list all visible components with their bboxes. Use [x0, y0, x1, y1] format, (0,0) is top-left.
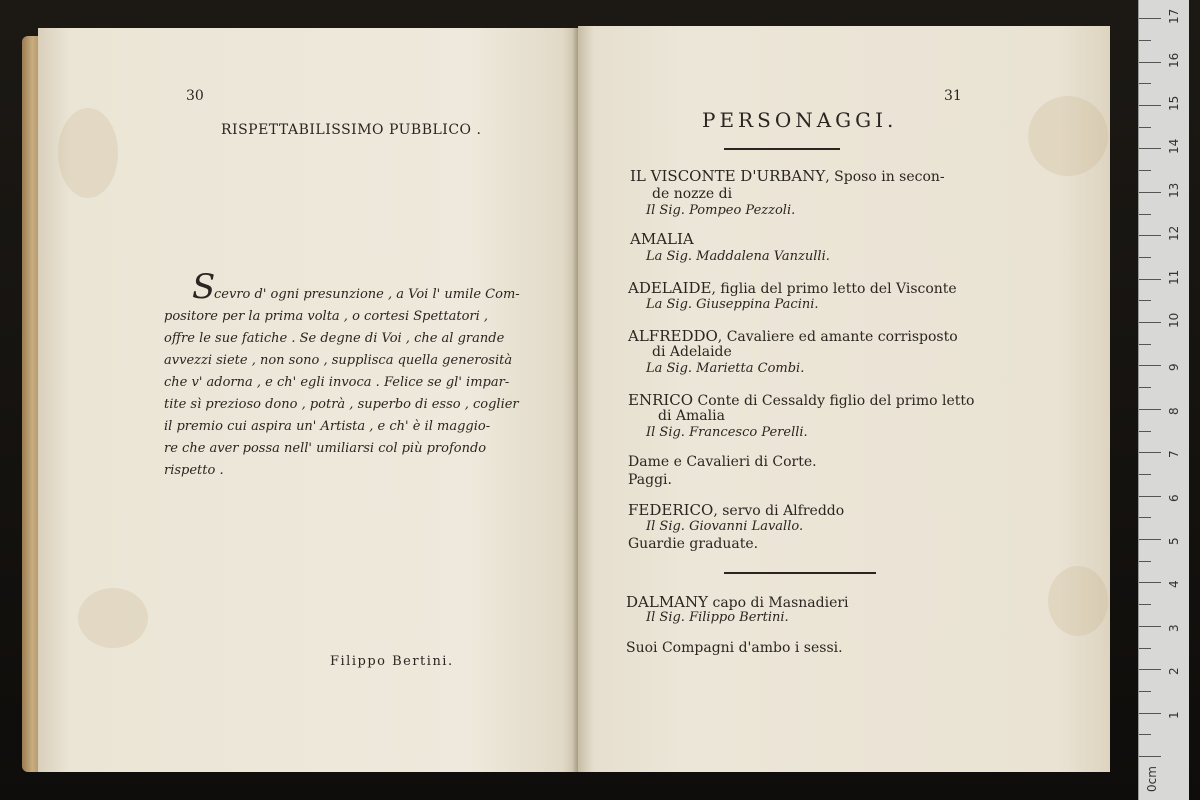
ruler-tick [1139, 582, 1161, 583]
ruler-number: 3 [1167, 624, 1181, 632]
ruler-tick [1139, 214, 1151, 215]
ruler-tick [1139, 365, 1161, 366]
stain [1028, 96, 1108, 176]
ruler-tick [1139, 40, 1151, 41]
actor-name: La Sig. Marietta Combi. [646, 361, 805, 376]
dedication-line: re che aver possa nell' umiliarsi col più profondo [164, 441, 487, 456]
stain [58, 108, 118, 198]
ruler-tick [1139, 452, 1161, 453]
dedication-line: tite sì prezioso dono , potrà , superbo di esso , coglier [164, 397, 519, 412]
ruler-number: 13 [1167, 182, 1181, 198]
ruler-number: 5 [1167, 537, 1181, 545]
drop-cap: S [192, 267, 216, 307]
character-name: ENRICO [628, 391, 694, 409]
dedication-line: offre le sue fatiche . Se degne di Voi , che al grande [164, 331, 505, 346]
ruler-number: 12 [1167, 225, 1181, 242]
ruler-number: 14 [1167, 139, 1181, 155]
actor-name: Il Sig. Filippo Bertini. [646, 610, 789, 625]
character-description: capo di Masnadieri [708, 595, 849, 611]
ruler-number: 16 [1167, 52, 1181, 68]
signature: Filippo Bertini. [330, 654, 454, 669]
ruler-tick [1139, 387, 1151, 388]
ruler-tick [1139, 170, 1151, 171]
ruler-tick [1139, 83, 1151, 84]
ruler-tick [1139, 561, 1151, 562]
left-page [38, 28, 578, 772]
character-name: FEDERICO [628, 501, 714, 519]
character-name: ADELAIDE [628, 279, 712, 297]
actor-name: Il Sig. Francesco Perelli. [646, 425, 808, 440]
ruler-number: 9 [1167, 363, 1181, 372]
character-description: , Cavaliere ed amante corrisposto [717, 329, 958, 345]
actor-name: La Sig. Giuseppina Pacini. [646, 297, 819, 312]
character-description: , Sposo in secon- [825, 169, 945, 185]
dedication-line: rispetto . [164, 463, 224, 478]
ruler-number: 7 [1167, 450, 1181, 459]
extras-line: Paggi. [628, 472, 672, 488]
actor-name: Il Sig. Giovanni Lavallo. [646, 519, 804, 534]
ruler-tick [1139, 474, 1151, 475]
ruler-tick [1139, 734, 1151, 735]
ruler-tick [1139, 669, 1161, 670]
stain [78, 588, 148, 648]
actor-name: La Sig. Maddalena Vanzulli. [646, 249, 830, 264]
stain [1048, 566, 1108, 636]
ruler-tick [1139, 18, 1161, 19]
ruler-tick [1139, 300, 1151, 301]
section-rule [724, 572, 876, 574]
character-description: , figlia del primo letto del Visconte [711, 281, 957, 297]
dedication-line: avvezzi siete , non sono , supplisca quella generosità [164, 353, 513, 368]
title-rule [724, 148, 840, 150]
dedication-line: cevro d' ogni presunzione , a Voi l' umile Com- [214, 287, 520, 302]
ruler-number: 11 [1167, 269, 1181, 285]
ruler-tick [1139, 756, 1161, 757]
character-name: ALFREDDO [628, 327, 718, 345]
closing-line: Suoi Compagni d'ambo i sessi. [626, 640, 843, 656]
character-description-cont: di Amalia [658, 408, 725, 424]
ruler-tick [1139, 127, 1151, 128]
character-name: AMALIA [630, 230, 694, 248]
actor-name: Il Sig. Pompeo Pezzoli. [646, 203, 796, 218]
ruler-tick [1139, 409, 1161, 410]
ruler-tick [1139, 192, 1161, 193]
right-page [578, 26, 1110, 772]
character-description-cont: di Adelaide [652, 344, 732, 360]
character-description-cont: de nozze di [652, 186, 733, 202]
character-description: , servo di Alfreddo [713, 503, 845, 519]
right-page-title: PERSONAGGI. [702, 108, 898, 132]
dedication-line: che v' adorna , e ch' egli invoca . Felice se gl' impar- [164, 375, 510, 390]
ruler-tick [1139, 279, 1161, 280]
ruler-tick [1139, 235, 1161, 236]
character-description: Conte di Cessaldy figlio del primo letto [693, 393, 975, 409]
extras-line: Dame e Cavalieri di Corte. [628, 454, 817, 470]
ruler-tick [1139, 62, 1161, 63]
ruler-number: 10 [1167, 312, 1181, 328]
ruler-number: 17 [1167, 8, 1181, 25]
ruler-number: 6 [1167, 493, 1181, 502]
character-name: DALMANY [626, 593, 709, 611]
ruler-number: 8 [1167, 407, 1181, 415]
ruler-tick [1139, 431, 1151, 432]
right-page-number: 31 [944, 88, 962, 104]
measurement-ruler [1138, 0, 1189, 800]
ruler-unit-label: 0cm [1145, 766, 1159, 792]
ruler-tick [1139, 257, 1151, 258]
ruler-tick [1139, 691, 1151, 692]
ruler-number: 15 [1167, 95, 1181, 111]
dedication-line: positore per la prima volta , o cortesi Spettatori , [164, 309, 489, 324]
ruler-number: 1 [1167, 710, 1181, 719]
ruler-tick [1139, 322, 1161, 323]
ruler-tick [1139, 344, 1151, 345]
dedication-line: il premio cui aspira un' Artista , e ch' è il maggio- [164, 419, 491, 434]
extras-line: Guardie graduate. [628, 536, 759, 552]
character-name: IL VISCONTE D'URBANY [630, 167, 826, 185]
ruler-number: 2 [1167, 667, 1181, 676]
ruler-tick [1139, 105, 1161, 106]
ruler-tick [1139, 626, 1161, 627]
ruler-tick [1139, 539, 1161, 540]
ruler-tick [1139, 148, 1161, 149]
ruler-tick [1139, 496, 1161, 497]
ruler-tick [1139, 648, 1151, 649]
left-page-heading: RISPETTABILISSIMO PUBBLICO . [221, 122, 482, 138]
ruler-tick [1139, 517, 1151, 518]
ruler-number: 4 [1167, 580, 1181, 589]
left-page-number: 30 [186, 88, 204, 104]
ruler-tick [1139, 604, 1151, 605]
ruler-tick [1139, 713, 1161, 714]
